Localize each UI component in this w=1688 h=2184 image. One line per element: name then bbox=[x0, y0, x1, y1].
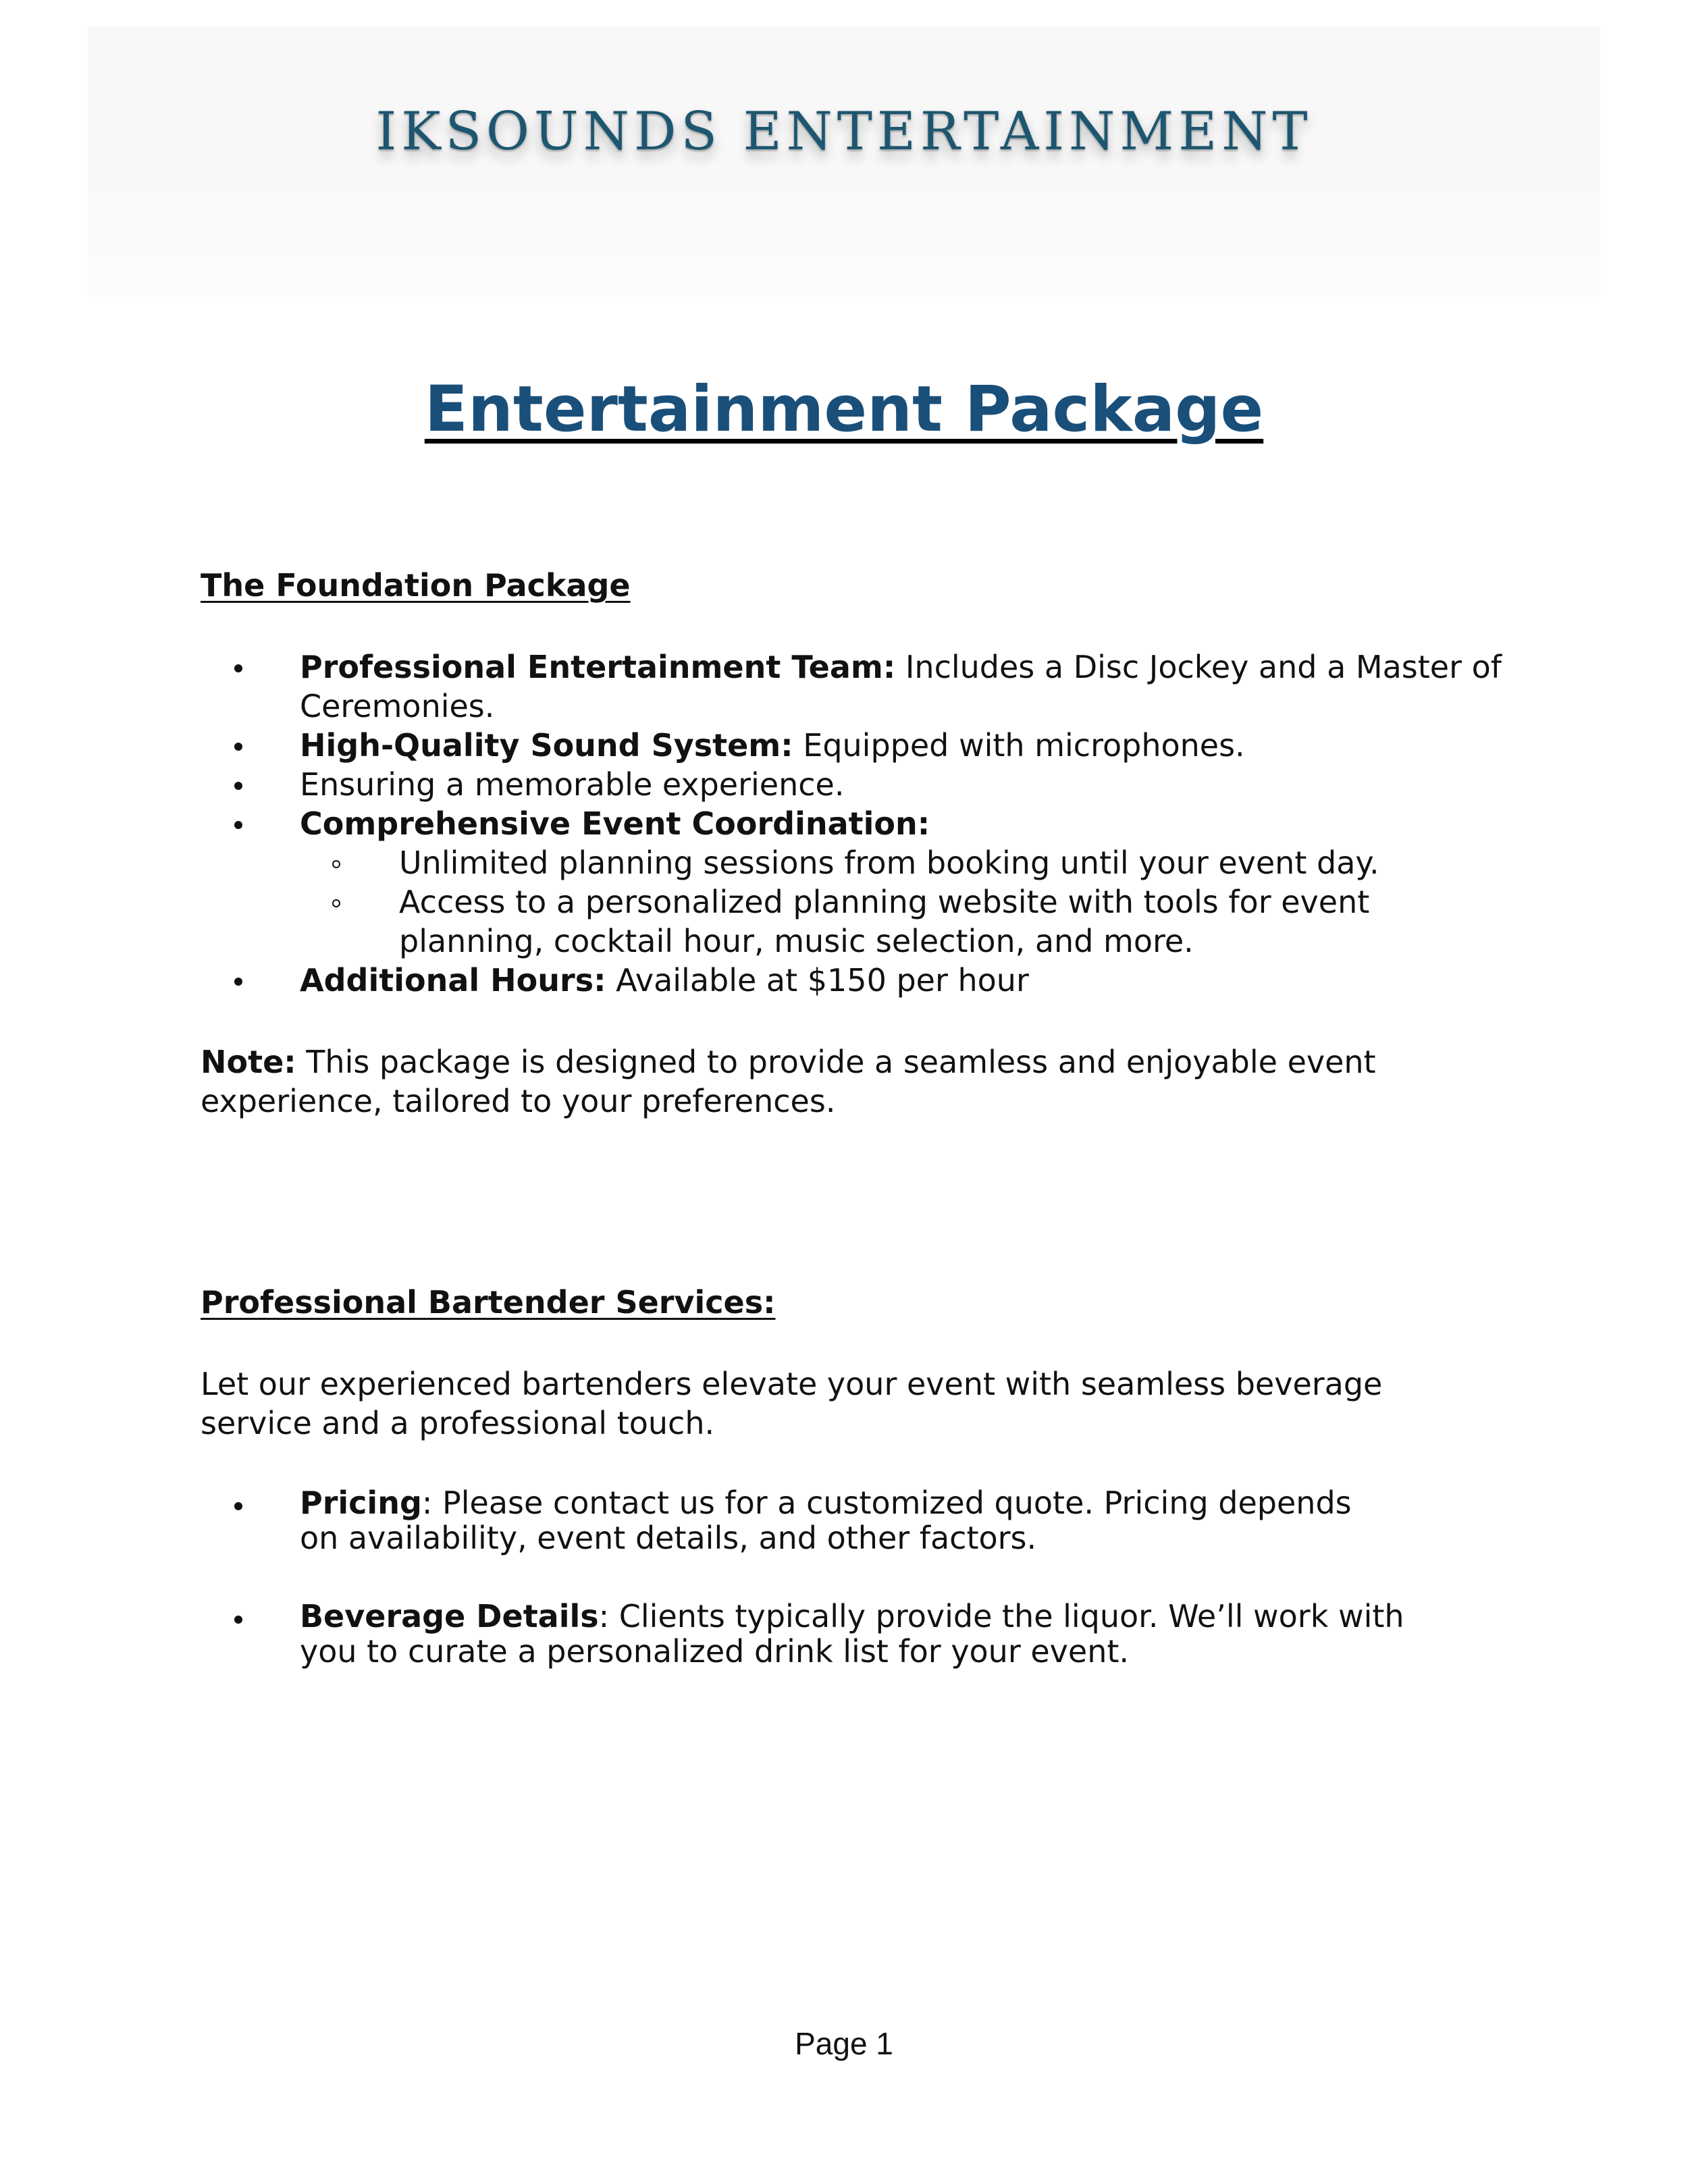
foundation-heading: The Foundation Package bbox=[201, 567, 631, 604]
coordination-sublist bbox=[300, 843, 1524, 961]
bartender-intro: Let our experienced bartenders elevate your event with seamless beverage service and a professional touch. bbox=[201, 1366, 1383, 1441]
foundation-list bbox=[201, 647, 1524, 1000]
list-item bbox=[201, 726, 1524, 765]
package-note bbox=[201, 1042, 1510, 1121]
header-banner bbox=[88, 27, 1600, 297]
item-text: : Please contact us for a customized quote. Pricing depends on availability, event details, and other factors. bbox=[300, 1485, 1352, 1556]
sub-list-item: Access to a personalized planning website with tools for event planning, cocktail hour, music selection, and more. bbox=[300, 882, 1524, 961]
list-item bbox=[201, 961, 1524, 1000]
logo-text: IKSOUNDS ENTERTAINMENT bbox=[375, 101, 1313, 162]
note-text: This package is designed to provide a seamless and enjoyable event experience, tailored to your preferences. bbox=[201, 1044, 1376, 1119]
list-item bbox=[201, 647, 1524, 726]
item-label: Professional Entertainment Team: bbox=[300, 649, 896, 685]
bartender-section bbox=[201, 1283, 1524, 1669]
item-label: Pricing bbox=[300, 1485, 422, 1521]
list-item bbox=[201, 1599, 1421, 1669]
item-label: Beverage Details bbox=[300, 1598, 599, 1634]
list-item bbox=[201, 1485, 1380, 1555]
item-text: Equipped with microphones. bbox=[793, 727, 1245, 764]
item-label: High-Quality Sound System: bbox=[300, 727, 793, 764]
item-text: Available at $150 per hour bbox=[606, 962, 1029, 998]
item-label: Comprehensive Event Coordination: bbox=[300, 805, 930, 842]
item-text: Ensuring a memorable experience. bbox=[300, 766, 845, 803]
page-number: Page 1 bbox=[795, 2026, 893, 2061]
bartender-heading: Professional Bartender Services: bbox=[201, 1284, 776, 1321]
item-text: : Clients typically provide the liquor. We’ll work with you to curate a personalized drink list for your event. bbox=[300, 1598, 1404, 1670]
note-label: Note: bbox=[201, 1044, 296, 1080]
company-logo bbox=[0, 101, 1688, 162]
bartender-list bbox=[201, 1485, 1524, 1669]
item-text: Includes a Disc Jockey and a Master of Ceremonies. bbox=[300, 649, 1502, 724]
sub-list-item: Unlimited planning sessions from booking until your event day. bbox=[300, 843, 1524, 882]
list-item bbox=[201, 804, 1524, 961]
foundation-section bbox=[201, 566, 1524, 1121]
item-label: Additional Hours: bbox=[300, 962, 606, 998]
page-title: Entertainment Package bbox=[424, 373, 1264, 446]
list-item bbox=[201, 765, 1524, 804]
